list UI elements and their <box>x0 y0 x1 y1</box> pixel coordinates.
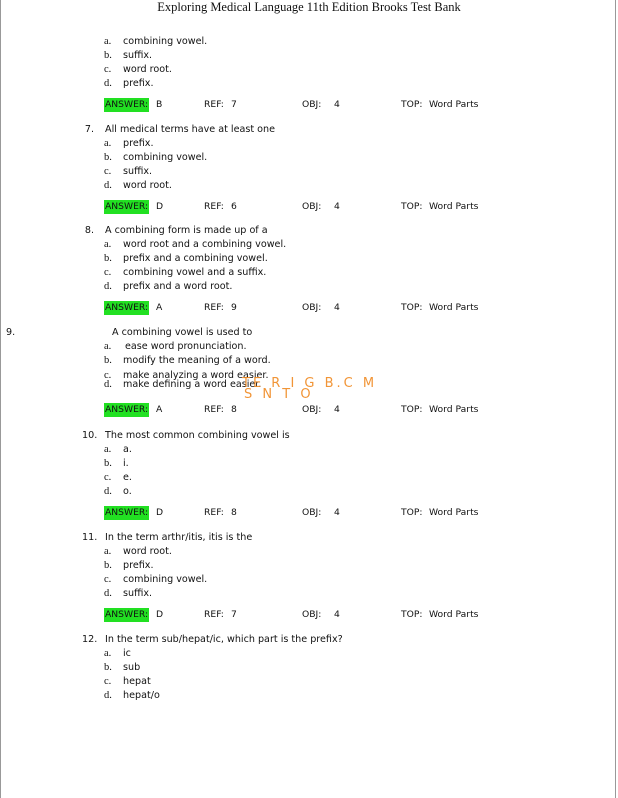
question-stem: A combining vowel is used to <box>112 327 253 338</box>
option-text: combining vowel. <box>123 574 208 585</box>
option-letter: c. <box>104 676 112 687</box>
option-letter: d. <box>104 379 112 390</box>
option-letter: a. <box>104 444 112 455</box>
answer-label: ANSWER: <box>105 201 149 212</box>
option-text: a. <box>123 444 132 455</box>
option-text: modify the meaning of a word. <box>123 355 271 366</box>
option-text: combining vowel and a suffix. <box>123 267 267 278</box>
option-letter: c. <box>104 472 112 483</box>
option-letter: d. <box>104 486 112 497</box>
option-text: suffix. <box>123 50 153 61</box>
obj-label: OBJ: <box>302 302 322 313</box>
obj-label: OBJ: <box>302 404 322 415</box>
option-text: make defining a word easier. <box>123 379 262 390</box>
option-letter: c. <box>104 267 112 278</box>
option-d <box>0 179 618 193</box>
option-letter: b. <box>104 560 112 571</box>
option-letter: b. <box>104 253 112 264</box>
option-b <box>0 457 618 471</box>
top-value: Word Parts <box>429 201 479 212</box>
option-text: word root and a combining vowel. <box>123 239 287 250</box>
obj-label: OBJ: <box>302 99 322 110</box>
option-c <box>0 266 618 280</box>
watermark-line-1: TE R I G B.C M <box>242 376 378 391</box>
option-letter: b. <box>104 355 112 366</box>
option-text: word root. <box>123 64 172 75</box>
option-letter: a. <box>104 648 112 659</box>
obj-value: 4 <box>334 99 340 110</box>
option-text: prefix and a combining vowel. <box>123 253 268 264</box>
option-b <box>0 151 618 165</box>
option-letter: b. <box>104 152 112 163</box>
option-text: ease word pronunciation. <box>125 341 247 352</box>
option-letter: c. <box>104 166 112 177</box>
option-text: ic <box>123 648 131 659</box>
option-letter: a. <box>104 546 112 557</box>
top-label: TOP: <box>401 609 423 620</box>
top-value: Word Parts <box>429 302 479 313</box>
top-label: TOP: <box>401 99 423 110</box>
ref-value: 7 <box>231 99 237 110</box>
option-a <box>0 647 618 661</box>
option-a <box>0 340 618 354</box>
option-text: i. <box>123 458 129 469</box>
option-letter: b. <box>104 662 112 673</box>
option-b <box>0 49 618 63</box>
option-d <box>0 485 618 499</box>
option-text: prefix. <box>123 560 154 571</box>
top-value: Word Parts <box>429 99 479 110</box>
page-header-title: Exploring Medical Language 11th Edition Brooks Test Bank <box>157 0 461 14</box>
option-letter: d. <box>104 588 112 599</box>
ref-value: 8 <box>231 507 237 518</box>
answer-value: D <box>156 201 164 212</box>
option-text: prefix. <box>123 78 154 89</box>
question-stem: The most common combining vowel is <box>105 430 290 441</box>
top-value: Word Parts <box>429 609 479 620</box>
answer-label: ANSWER: <box>105 404 149 415</box>
option-d <box>0 587 618 601</box>
option-text: suffix. <box>123 588 153 599</box>
obj-value: 4 <box>334 302 340 313</box>
option-c <box>0 63 618 77</box>
answer-value: D <box>156 609 164 620</box>
obj-value: 4 <box>334 507 340 518</box>
top-label: TOP: <box>401 507 423 518</box>
ref-label: REF: <box>204 302 224 313</box>
top-label: TOP: <box>401 302 423 313</box>
obj-label: OBJ: <box>302 201 322 212</box>
ref-label: REF: <box>204 507 224 518</box>
option-d <box>0 689 618 703</box>
option-c <box>0 165 618 179</box>
answer-row <box>0 506 618 520</box>
option-letter: a. <box>104 36 112 47</box>
ref-value: 9 <box>231 302 237 313</box>
option-text: o. <box>123 486 132 497</box>
answer-row <box>0 403 618 417</box>
option-text: prefix and a word root. <box>123 281 233 292</box>
ref-label: REF: <box>204 609 224 620</box>
option-letter: b. <box>104 50 112 61</box>
answer-row <box>0 98 618 112</box>
ref-label: REF: <box>204 201 224 212</box>
option-a <box>0 137 618 151</box>
obj-label: OBJ: <box>302 609 322 620</box>
ref-value: 7 <box>231 609 237 620</box>
option-c <box>0 573 618 587</box>
answer-value: B <box>156 99 163 110</box>
question-stem: All medical terms have at least one <box>105 124 276 135</box>
answer-row <box>0 608 618 622</box>
option-letter: c. <box>104 64 112 75</box>
ref-label: REF: <box>204 99 224 110</box>
option-text: make analyzing a word easier. <box>123 370 269 381</box>
option-text: sub <box>123 662 141 673</box>
ref-label: REF: <box>204 404 224 415</box>
option-text: suffix. <box>123 166 153 177</box>
obj-value: 4 <box>334 404 340 415</box>
option-b <box>0 252 618 266</box>
top-label: TOP: <box>401 201 423 212</box>
question-stem: A combining form is made up of a <box>105 225 268 236</box>
option-b <box>0 661 618 675</box>
option-letter: d. <box>104 180 112 191</box>
question-stem: In the term sub/hepat/ic, which part is the prefix? <box>105 634 343 645</box>
answer-label: ANSWER: <box>105 507 149 518</box>
option-letter: d. <box>104 281 112 292</box>
question-number: 9. <box>6 327 16 338</box>
option-text: combining vowel. <box>123 152 208 163</box>
option-a <box>0 35 618 49</box>
answer-label: ANSWER: <box>105 609 149 620</box>
question-number: 11. <box>82 532 98 543</box>
option-text: hepat <box>123 676 151 687</box>
option-a <box>0 238 618 252</box>
option-letter: d. <box>104 690 112 701</box>
answer-value: A <box>156 302 163 313</box>
question-number: 10. <box>82 430 98 441</box>
answer-row <box>0 200 618 214</box>
top-value: Word Parts <box>429 507 479 518</box>
question-number: 8. <box>84 225 94 236</box>
answer-label: ANSWER: <box>105 302 149 313</box>
option-letter: d. <box>104 78 112 89</box>
option-letter: b. <box>104 458 112 469</box>
option-letter: a. <box>104 341 112 352</box>
answer-row <box>0 301 618 315</box>
option-text: word root. <box>123 180 172 191</box>
option-text: e. <box>123 472 132 483</box>
ref-value: 8 <box>231 404 237 415</box>
question-number: 7. <box>84 124 94 135</box>
option-text: combining vowel. <box>123 36 208 47</box>
obj-value: 4 <box>334 201 340 212</box>
option-letter: c. <box>104 370 112 381</box>
option-b <box>0 354 618 368</box>
option-d <box>0 77 618 91</box>
question-stem: In the term arthr/itis, itis is the <box>105 532 253 543</box>
option-a <box>0 443 618 457</box>
watermark-line-2: S N T O <box>244 387 314 402</box>
option-d <box>0 280 618 294</box>
answer-label: ANSWER: <box>105 99 149 110</box>
ref-value: 6 <box>231 201 237 212</box>
top-label: TOP: <box>401 404 423 415</box>
answer-value: A <box>156 404 163 415</box>
option-c <box>0 675 618 689</box>
obj-value: 4 <box>334 609 340 620</box>
option-a <box>0 545 618 559</box>
question-number: 12. <box>82 634 98 645</box>
obj-label: OBJ: <box>302 507 322 518</box>
option-letter: c. <box>104 574 112 585</box>
option-letter: a. <box>104 239 112 250</box>
option-b <box>0 559 618 573</box>
option-text: hepat/o <box>123 690 160 701</box>
option-text: word root. <box>123 546 172 557</box>
option-letter: a. <box>104 138 112 149</box>
answer-value: D <box>156 507 164 518</box>
top-value: Word Parts <box>429 404 479 415</box>
option-text: prefix. <box>123 138 154 149</box>
option-c <box>0 471 618 485</box>
